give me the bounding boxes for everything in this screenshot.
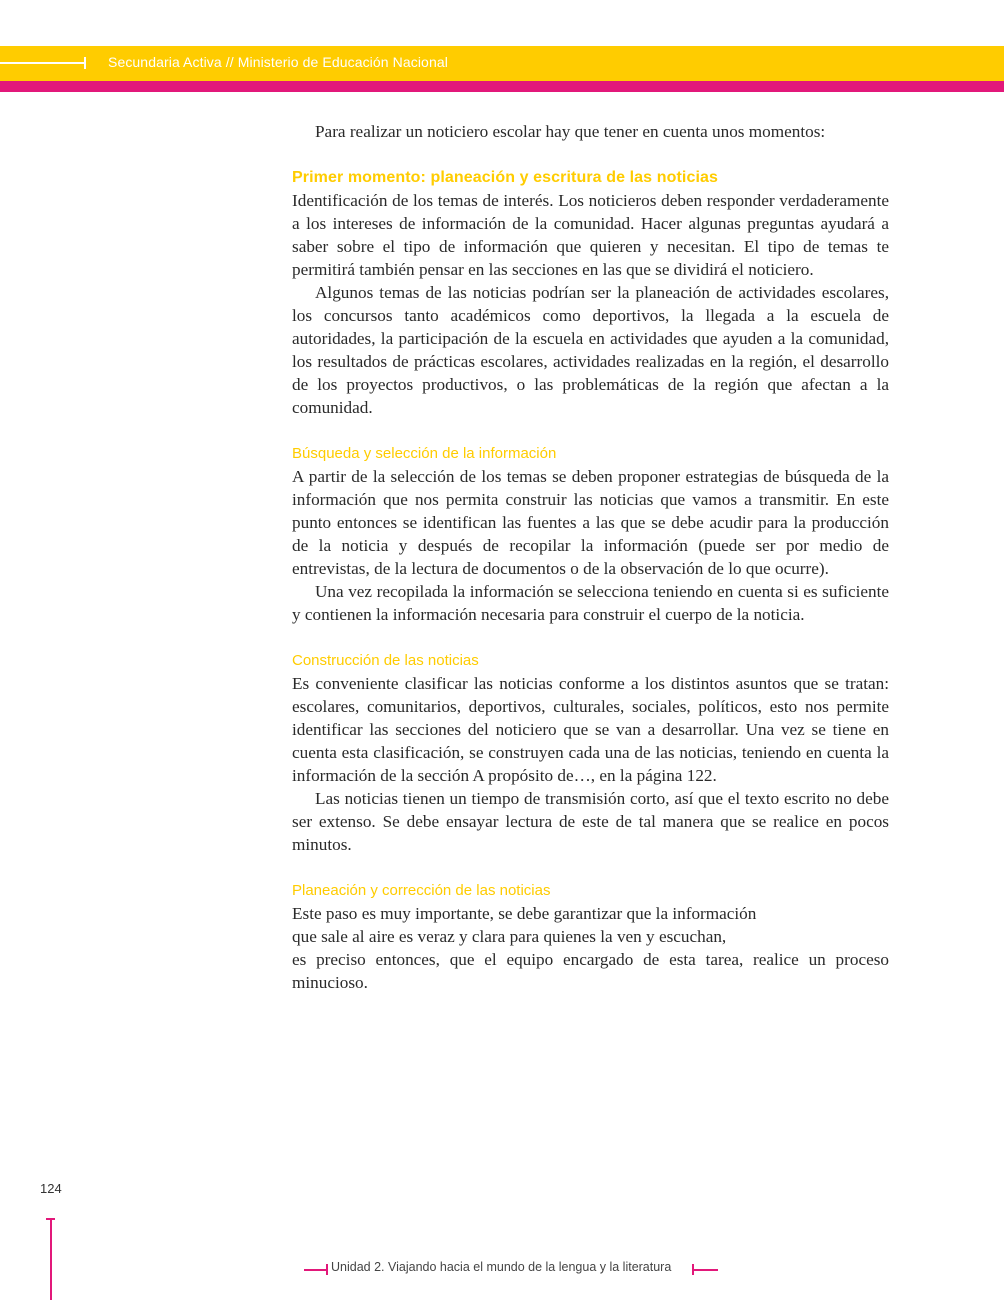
section2-paragraph-1: A partir de la selección de los temas se deben proponer estrategias de búsqueda de la información que nos permita construir las noticias que vamos a transmitir. En este punto entonces se identifican las fuentes a las que se debe acudir para la producción de la noticia y después de recopilar la información (puede ser por medio de entrevistas, de la lectura de documentos o de la observación de lo que ocurre). xyxy=(292,467,889,578)
header-title: Secundaria Activa // Ministerio de Educación Nacional xyxy=(108,54,448,70)
section-heading-construccion: Construcción de las noticias xyxy=(292,652,479,669)
section1-paragraph-1: Identificación de los temas de interés. Los noticieros deben responder verdaderamente a los intereses de información de la comunidad. Hacer algunas preguntas ayudará a saber sobre el tipo de información que quieren y necesitan. El tipo de temas te permitirá también pensar en las secciones en las que se dividirá el noticiero. xyxy=(292,191,889,279)
section3-paragraph-2: Las noticias tienen un tiempo de transmisión corto, así que el texto escrito no debe ser extenso. Se debe ensayar lectura de este de tal manera que se realice en pocos minutos. xyxy=(292,789,889,854)
footer xyxy=(304,1259,724,1279)
footer-text xyxy=(331,1260,671,1274)
section1-paragraph-2: Algunos temas de las noticias podrían ser la planeación de actividades escolares, los concursos tanto académicos como deportivos, la llegada a la escuela de autoridades, la participación de la escuela en actividades que ayuden a la comunidad, los resultados de prácticas escolares, actividades realizadas en la región, el desarrollo de los proyectos productivos, o las problemáticas de la región que afectan a la comunidad. xyxy=(292,283,889,417)
section-heading-planeacion: Planeación y corrección de las noticias xyxy=(292,882,551,899)
section3-paragraph-1: Es conveniente clasificar las noticias conforme a los distintos asuntos que se tratan: escolares, comunitarios, deportivos, culturales, sociales, políticos, esto nos permite identificar las secciones del noticiero que se van a desarrollar. Una vez se tiene en cuenta esta clasificación, se construyen cada una de las noticias, teniendo en cuenta la información de la sección A propósito de…, en la página 122. xyxy=(292,674,889,785)
footer-unit-text: 2. Viajando hacia el mundo de la lengua y la literatura xyxy=(374,1260,672,1274)
intro-paragraph: Para realizar un noticiero escolar hay que tener en cuenta unos momentos: xyxy=(315,122,826,141)
footer-unit-label: Unidad xyxy=(331,1260,371,1274)
page-number: 124 xyxy=(40,1181,62,1196)
main-content xyxy=(292,120,889,994)
footer-left-tick xyxy=(326,1264,328,1275)
header-accent-line xyxy=(0,81,1004,92)
header-rule-tick xyxy=(84,57,86,69)
header-rule xyxy=(0,62,86,64)
section4-line-3: es preciso entonces, que el equipo encargado de esta tarea, realice un proceso minucioso. xyxy=(292,950,889,992)
section4-line-2: que sale al aire es veraz y clara para quienes la ven y escuchan, xyxy=(292,927,727,946)
side-line xyxy=(50,1218,52,1300)
section2-paragraph-2: Una vez recopilada la información se selecciona teniendo en cuenta si es suficiente y contienen la información necesaria para construir el cuerpo de la noticia. xyxy=(292,582,889,624)
footer-right-line xyxy=(692,1269,718,1271)
section-heading-busqueda: Búsqueda y selección de la información xyxy=(292,445,557,462)
section-heading-primer-momento: Primer momento: planeación y escritura de las noticias xyxy=(292,169,718,186)
footer-left-line xyxy=(304,1269,328,1271)
section4-line-1: Este paso es muy importante, se debe garantizar que la información xyxy=(292,904,757,923)
